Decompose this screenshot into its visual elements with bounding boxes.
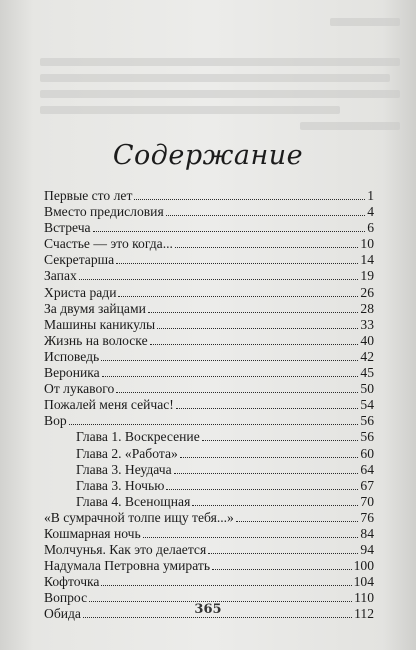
dot-leader <box>69 424 359 425</box>
dot-leader <box>101 585 351 586</box>
dot-leader <box>202 440 359 441</box>
dot-leader <box>150 344 359 345</box>
toc-entry <box>44 494 374 510</box>
toc-entry-title: Глава 1. Воскресение <box>76 429 200 445</box>
toc-entry-title: Исповедь <box>44 348 100 364</box>
toc-entry-title: Пожалей меня сейчас! <box>44 397 174 413</box>
toc-entry <box>44 510 374 526</box>
dot-leader <box>116 392 358 393</box>
toc-entry-page: 84 <box>360 525 374 541</box>
toc-entry-page: 56 <box>360 429 374 445</box>
toc-entry-page: 42 <box>360 348 374 364</box>
toc-entry-title: От лукавого <box>44 381 115 397</box>
toc-entry-title: Кофточка <box>44 574 100 590</box>
dot-leader <box>212 569 352 570</box>
toc-entry-title: Секретарша <box>44 252 115 268</box>
toc-entry-title: За двумя зайцами <box>44 300 146 316</box>
toc-entry-page: 67 <box>360 477 374 493</box>
toc-entry-title: Вероника <box>44 365 100 381</box>
toc-entry-title: Машины каникулы <box>44 316 156 332</box>
toc-entry-page: 100 <box>353 558 374 574</box>
toc-entry-title: Обида <box>44 606 81 622</box>
dot-leader <box>166 215 365 216</box>
dot-leader <box>102 376 359 377</box>
toc-entry-page: 76 <box>360 509 374 525</box>
toc-entry <box>44 429 374 445</box>
dot-leader <box>79 279 359 280</box>
toc-entry <box>44 220 374 236</box>
dot-leader <box>93 231 366 232</box>
toc-entry-page: 70 <box>360 493 374 509</box>
dot-leader <box>118 296 358 297</box>
toc-entry <box>44 285 374 301</box>
toc-entry-title: Глава 3. Ночью <box>76 477 165 493</box>
dot-leader <box>157 328 358 329</box>
dot-leader <box>116 263 358 264</box>
toc-entry <box>44 413 374 429</box>
page-number: 365 <box>194 602 222 617</box>
dot-leader <box>175 247 359 248</box>
toc-entry <box>44 301 374 317</box>
toc-entry-page: 26 <box>360 284 374 300</box>
toc-entry-title: Кошмарная ночь <box>44 525 141 541</box>
toc-entry <box>44 574 374 590</box>
toc-entry-title: Глава 2. «Работа» <box>76 445 178 461</box>
toc-entry <box>44 365 374 381</box>
dot-leader <box>176 408 359 409</box>
toc-entry-page: 56 <box>360 413 374 429</box>
toc-entry <box>44 558 374 574</box>
toc-entry <box>44 204 374 220</box>
toc-entry <box>44 236 374 252</box>
toc-entry-title: Глава 4. Всенощная <box>76 493 191 509</box>
toc-entry-page: 60 <box>360 445 374 461</box>
toc-entry <box>44 542 374 558</box>
toc-entry-page: 40 <box>360 332 374 348</box>
dot-leader <box>192 505 358 506</box>
dot-leader <box>148 312 359 313</box>
table-of-contents <box>44 188 374 623</box>
toc-entry-page: 45 <box>360 365 374 381</box>
toc-entry-page: 28 <box>360 300 374 316</box>
toc-entry-page: 6 <box>367 220 374 236</box>
toc-entry-page: 14 <box>360 252 374 268</box>
toc-entry-page: 1 <box>367 188 374 203</box>
toc-entry <box>44 349 374 365</box>
toc-entry-title: «В сумрачной толпе ищу тебя...» <box>44 509 234 525</box>
toc-entry-page: 112 <box>354 606 374 622</box>
toc-entry-page: 33 <box>360 316 374 332</box>
toc-entry-title: Молчунья. Как это делается <box>44 542 207 558</box>
dot-leader <box>208 553 358 554</box>
dot-leader <box>166 489 358 490</box>
toc-entry <box>44 252 374 268</box>
toc-entry <box>44 462 374 478</box>
toc-entry <box>44 478 374 494</box>
toc-entry <box>44 317 374 333</box>
toc-entry-title: Христа ради <box>44 284 117 300</box>
toc-entry <box>44 446 374 462</box>
toc-entry-page: 110 <box>354 590 374 606</box>
toc-entry-title: Счастье — это когда... <box>44 236 173 252</box>
toc-entry-page: 104 <box>353 574 374 590</box>
toc-entry-page: 10 <box>360 236 374 252</box>
toc-entry-title: Глава 3. Неудача <box>76 461 172 477</box>
page-title: Содержание <box>112 140 304 171</box>
toc-entry <box>44 381 374 397</box>
dot-leader <box>143 537 359 538</box>
toc-entry-page: 54 <box>360 397 374 413</box>
dot-leader <box>101 360 358 361</box>
toc-entry <box>44 397 374 413</box>
toc-entry-title: Вместо предисловия <box>44 204 164 220</box>
dot-leader <box>174 473 359 474</box>
toc-entry-title: Вор <box>44 413 67 429</box>
dot-leader <box>83 617 352 618</box>
toc-entry-page: 4 <box>367 204 374 220</box>
toc-entry <box>44 333 374 349</box>
toc-entry <box>44 526 374 542</box>
toc-entry-page: 94 <box>360 542 374 558</box>
toc-entry-title: Надумала Петровна умирать <box>44 558 211 574</box>
toc-entry <box>44 188 374 204</box>
dot-leader <box>134 199 365 200</box>
dot-leader <box>236 521 359 522</box>
show-through-text <box>0 0 416 140</box>
toc-entry-title: Жизнь на волоске <box>44 332 148 348</box>
toc-entry <box>44 268 374 284</box>
toc-entry-title: Вопрос <box>44 590 88 606</box>
toc-entry-page: 64 <box>360 461 374 477</box>
toc-entry-title: Встреча <box>44 220 91 236</box>
dot-leader <box>180 457 359 458</box>
toc-entry-title: Первые сто лет <box>44 188 133 203</box>
toc-entry-page: 50 <box>360 381 374 397</box>
toc-entry-title: Запах <box>44 268 77 284</box>
toc-entry-page: 19 <box>360 268 374 284</box>
